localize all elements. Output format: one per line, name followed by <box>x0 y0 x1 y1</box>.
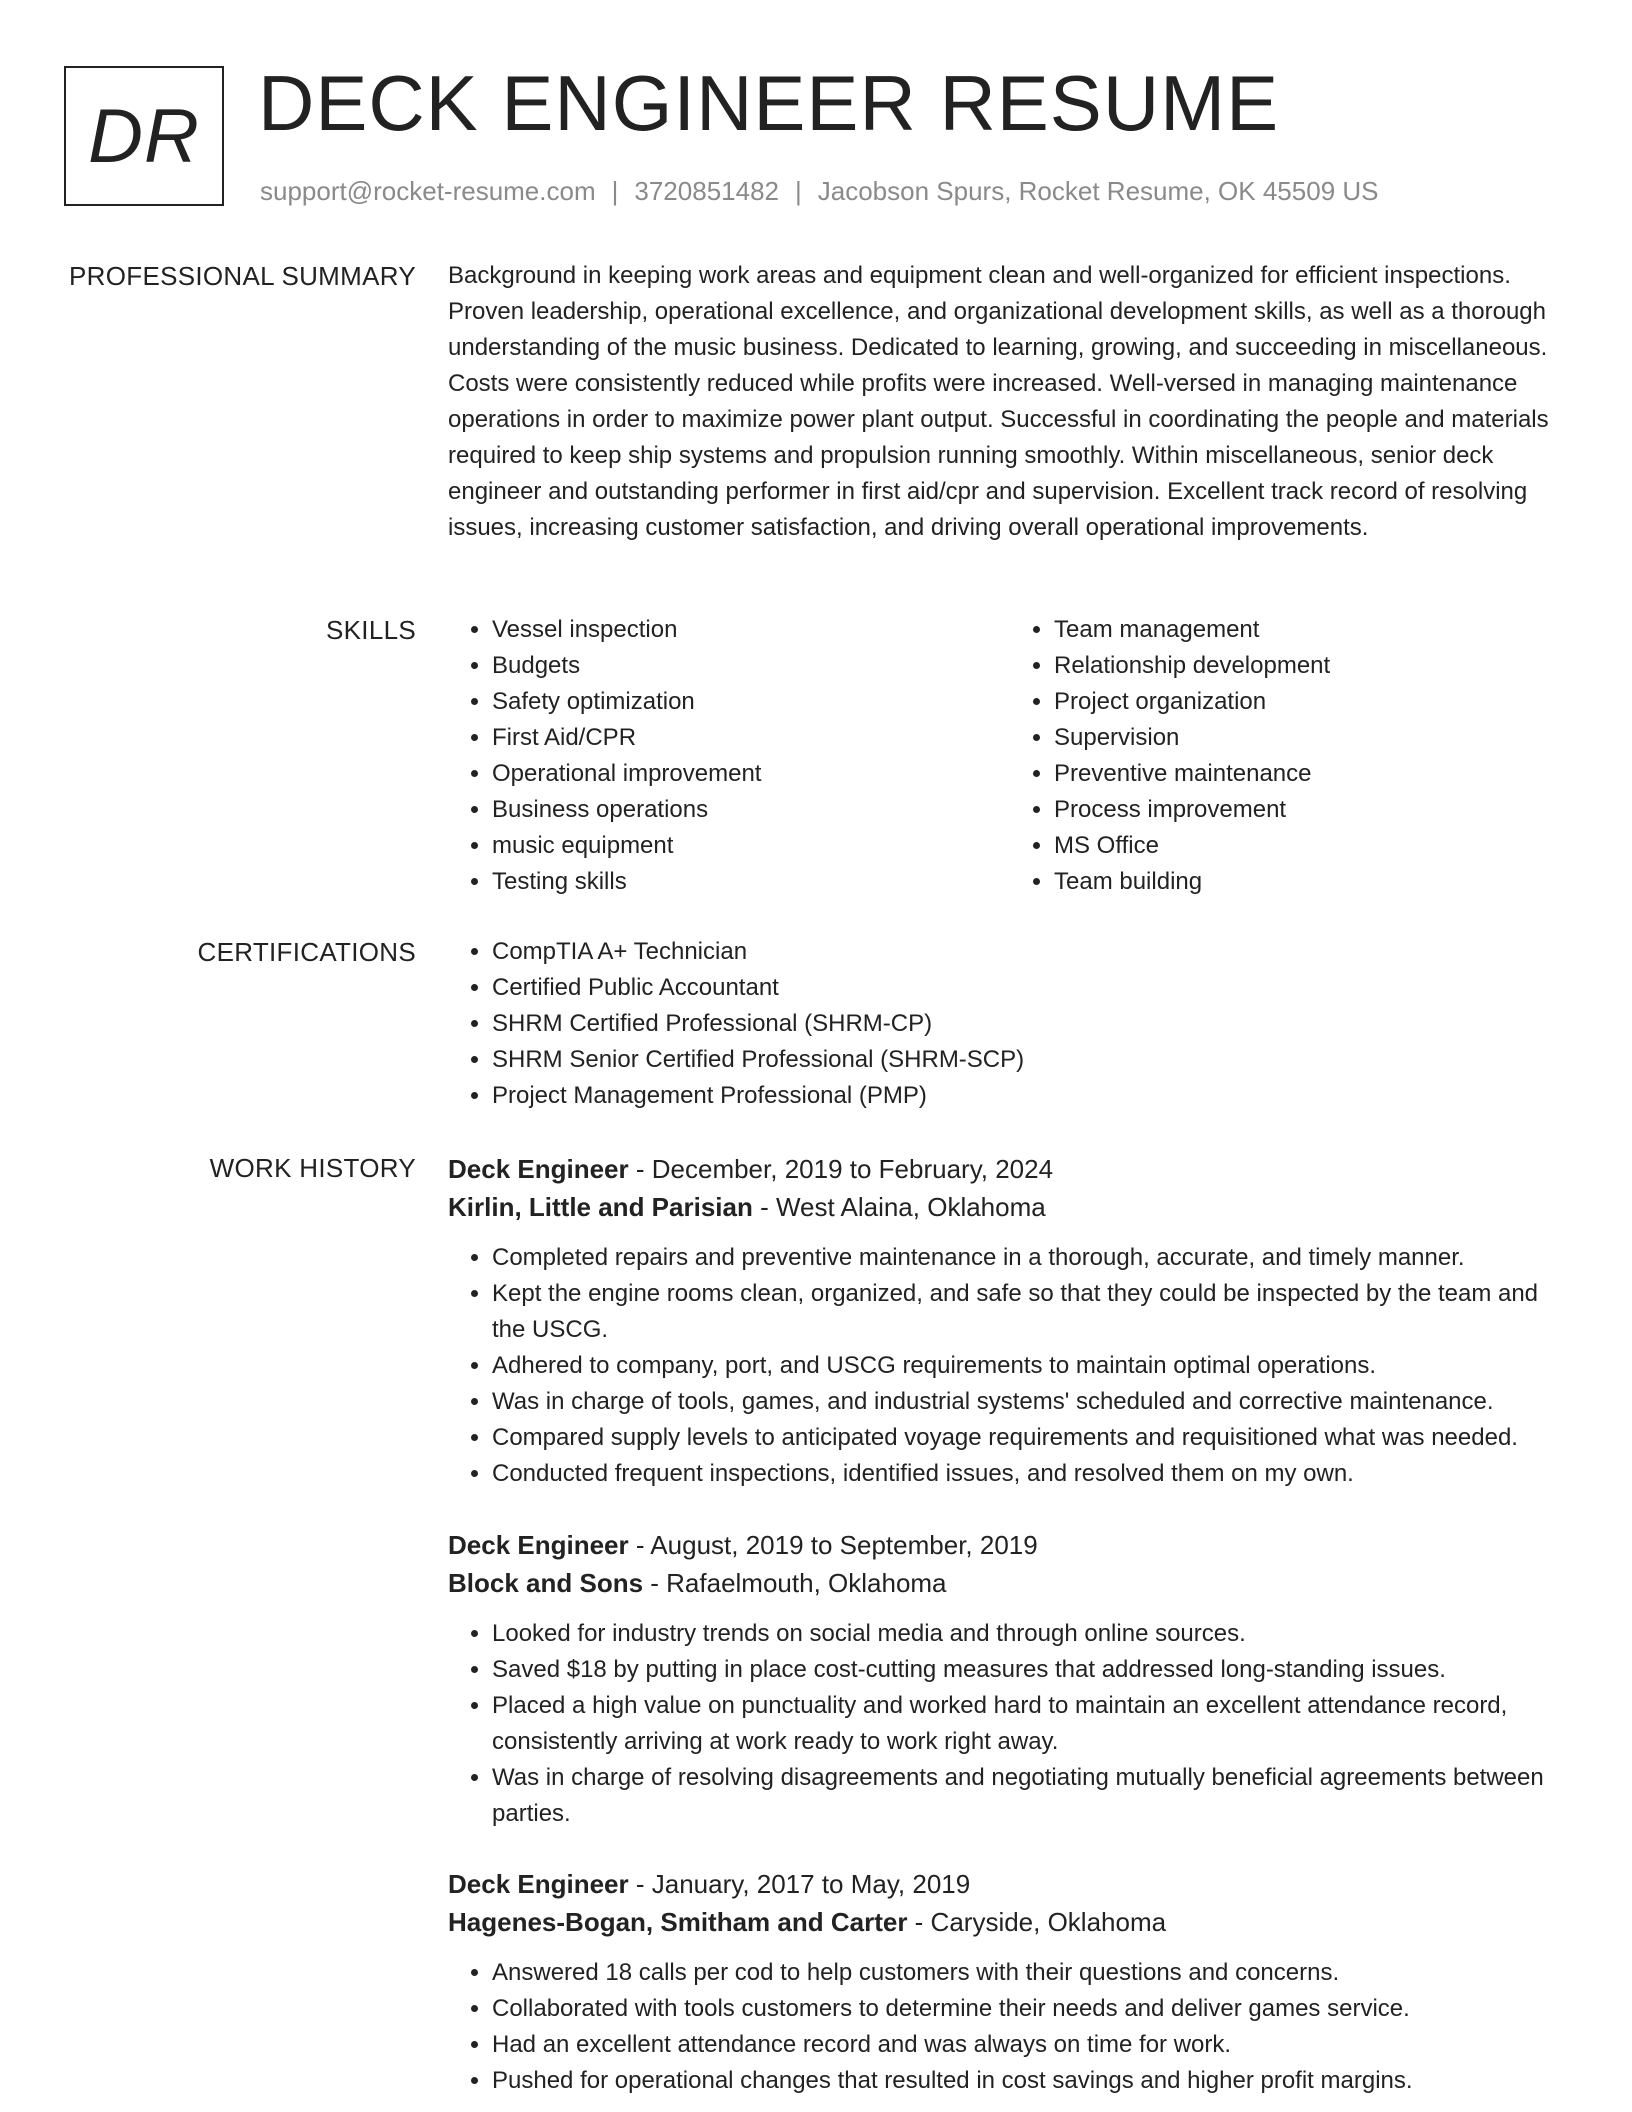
job-dates: - December, 2019 to February, 2024 <box>628 1154 1054 1184</box>
list-item: • Vessel inspection <box>492 612 1010 648</box>
list-item: • Looked for industry trends on social media and through online sources. <box>492 1616 1572 1652</box>
list-item: • Project Management Professional (PMP) <box>492 1078 1572 1114</box>
job-dates: - August, 2019 to September, 2019 <box>628 1530 1038 1560</box>
contact-separator: | <box>611 176 619 206</box>
list-item: • Was in charge of resolving disagreements and negotiating mutually beneficial agreements between parties. <box>492 1760 1572 1832</box>
job-entry <box>448 1526 1572 1832</box>
list-item: • Compared supply levels to anticipated voyage requirements and requisitioned what was needed. <box>492 1420 1572 1456</box>
contact-email: support@rocket-resume.com <box>260 176 596 206</box>
job-location: - Caryside, Oklahoma <box>907 1907 1167 1937</box>
contact-address: Jacobson Spurs, Rocket Resume, OK 45509 US <box>817 176 1379 206</box>
list-item: • Process improvement <box>1054 792 1572 828</box>
list-item: • Team building <box>1054 864 1572 900</box>
list-item: • Testing skills <box>492 864 1010 900</box>
certifications-heading: CERTIFICATIONS <box>197 937 416 967</box>
job-bullets <box>448 1240 1572 1492</box>
work-history-heading: WORK HISTORY <box>209 1153 416 1183</box>
list-item: • MS Office <box>1054 828 1572 864</box>
contact-phone: 3720851482 <box>634 176 779 206</box>
list-item: • SHRM Certified Professional (SHRM-CP) <box>492 1006 1572 1042</box>
summary-text: Background in keeping work areas and equipment clean and well-organized for efficient inspections. Proven leadership, operational excellence, and organizational development skills, as well as a thorough understanding of the music business. Dedicated to learning, growing, and succeeding in miscellaneous. Costs were consistently reduced while profits were increased. Well-versed in managing maintenance operations in order to maximize power plant output. Successful in coordinating the people and materials required to keep ship systems and propulsion running smoothly. Within miscellaneous, senior deck engineer and outstanding performer in first aid/cpr and supervision. Excellent track record of resolving issues, increasing customer satisfaction, and driving overall operational improvements. <box>448 262 1549 541</box>
page-title: DECK ENGINEER RESUME <box>258 59 1280 147</box>
job-title: Deck Engineer <box>448 1869 629 1899</box>
list-item: • Pushed for operational changes that resulted in cost savings and higher profit margins. <box>492 2063 1572 2099</box>
summary-heading: PROFESSIONAL SUMMARY <box>69 261 416 291</box>
job-entry <box>448 1150 1572 1492</box>
certifications-list <box>448 934 1572 1114</box>
list-item: • Had an excellent attendance record and was always on time for work. <box>492 2027 1572 2063</box>
list-item: • music equipment <box>492 828 1010 864</box>
list-item: • SHRM Senior Certified Professional (SHRM-SCP) <box>492 1042 1572 1078</box>
job-title-line <box>448 1526 1572 1564</box>
list-item: • Saved $18 by putting in place cost-cutting measures that addressed long-standing issues. <box>492 1652 1572 1688</box>
list-item: • Project organization <box>1054 684 1572 720</box>
job-company: Kirlin, Little and Parisian <box>448 1192 753 1222</box>
skills-heading: SKILLS <box>326 615 416 645</box>
skills-list-left <box>448 612 1010 900</box>
contact-separator: | <box>795 176 802 206</box>
job-company-line <box>448 1564 1572 1602</box>
job-company-line <box>448 1903 1572 1941</box>
list-item: • CompTIA A+ Technician <box>492 934 1572 970</box>
job-title: Deck Engineer <box>448 1154 629 1184</box>
list-item: • Safety optimization <box>492 684 1010 720</box>
list-item: • Placed a high value on punctuality and worked hard to maintain an excellent attendance record, consistently arriving at work ready to work right away. <box>492 1688 1572 1760</box>
job-bullets <box>448 1955 1572 2099</box>
list-item: • Budgets <box>492 648 1010 684</box>
job-title-line <box>448 1865 1572 1903</box>
job-title-line <box>448 1150 1572 1188</box>
list-item: • Was in charge of tools, games, and industrial systems' scheduled and corrective maintenance. <box>492 1384 1572 1420</box>
list-item: • Team management <box>1054 612 1572 648</box>
list-item: • Business operations <box>492 792 1010 828</box>
list-item: • Operational improvement <box>492 756 1010 792</box>
job-title: Deck Engineer <box>448 1530 629 1560</box>
list-item: • Completed repairs and preventive maintenance in a thorough, accurate, and timely manner. <box>492 1240 1572 1276</box>
job-company-line <box>448 1188 1572 1226</box>
list-item: • Supervision <box>1054 720 1572 756</box>
list-item: • Adhered to company, port, and USCG requirements to maintain optimal operations. <box>492 1348 1572 1384</box>
job-company: Hagenes-Bogan, Smitham and Carter <box>448 1907 908 1937</box>
contact-line <box>260 174 1379 208</box>
list-item: • Certified Public Accountant <box>492 970 1572 1006</box>
job-dates: - January, 2017 to May, 2019 <box>628 1869 971 1899</box>
list-item: • Conducted frequent inspections, identified issues, and resolved them on my own. <box>492 1456 1572 1492</box>
job-location: - Rafaelmouth, Oklahoma <box>643 1568 947 1598</box>
list-item: • Relationship development <box>1054 648 1572 684</box>
job-company: Block and Sons <box>448 1568 644 1598</box>
list-item: • Collaborated with tools customers to determine their needs and deliver games service. <box>492 1991 1572 2027</box>
job-bullets <box>448 1616 1572 1832</box>
list-item: • Kept the engine rooms clean, organized, and safe so that they could be inspected by the team and the USCG. <box>492 1276 1572 1348</box>
monogram-logo: DR <box>64 66 224 206</box>
list-item: • Preventive maintenance <box>1054 756 1572 792</box>
list-item: • First Aid/CPR <box>492 720 1010 756</box>
list-item: • Answered 18 calls per cod to help customers with their questions and concerns. <box>492 1955 1572 1991</box>
job-entry <box>448 1865 1572 2099</box>
job-location: - West Alaina, Oklahoma <box>752 1192 1046 1222</box>
skills-list-right <box>1010 612 1572 900</box>
